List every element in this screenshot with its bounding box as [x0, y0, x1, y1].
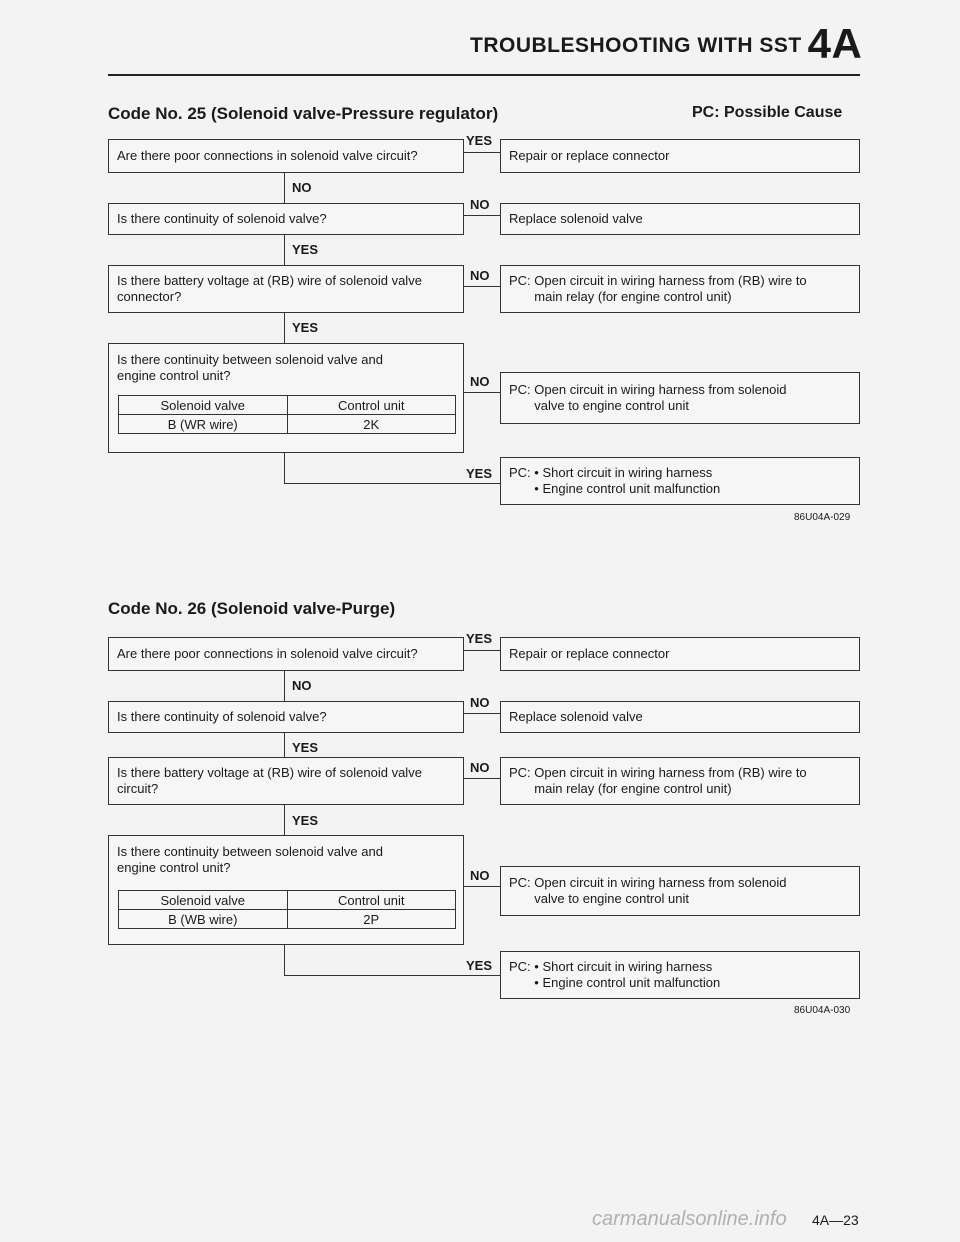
connector	[284, 173, 285, 203]
section-number: 4A	[807, 20, 863, 67]
code26-r2-text: Replace solenoid valve	[509, 709, 643, 724]
code26-r4-line1: Open circuit in wiring harness from solenoid	[534, 875, 787, 890]
code25-q4-line2: engine control unit?	[117, 368, 231, 383]
code25-r3	[500, 265, 860, 313]
connector	[464, 886, 500, 887]
code26-a3-yes: YES	[292, 813, 319, 828]
connector	[464, 152, 500, 153]
code25-a3-no: NO	[470, 268, 490, 283]
code26-a1-no: NO	[292, 678, 312, 693]
code25-r4-line2: valve to engine control unit	[534, 398, 689, 413]
code25-title: Code No. 25 (Solenoid valve-Pressure regulator)	[108, 104, 499, 123]
code25-figure-id: 86U04A-029	[794, 512, 851, 523]
code25-r3-prefix: PC:	[509, 273, 535, 288]
code25-r4-line1: Open circuit in wiring harness from solenoid	[534, 382, 787, 397]
code26-q3-line1: Is there battery voltage at (RB) wire of solenoid valve	[117, 765, 422, 780]
code25-r4-prefix: PC:	[509, 382, 535, 397]
code26-q2-text: Is there continuity of solenoid valve?	[117, 709, 327, 724]
connector	[464, 778, 500, 779]
code25-r5-line1: • Short circuit in wiring harness	[534, 465, 713, 480]
code25-q3-line1: Is there battery voltage at (RB) wire of solenoid valve	[117, 273, 422, 288]
connector	[284, 313, 285, 343]
code26-r3-line2: main relay (for engine control unit)	[534, 781, 732, 796]
code26-r3-prefix: PC:	[509, 765, 535, 780]
watermark: carmanualsonline.info	[592, 1208, 787, 1230]
code26-q2	[108, 701, 464, 733]
code26-table	[118, 890, 456, 929]
code26-table-header-2: Control unit	[287, 891, 456, 910]
code26-a4-yes: YES	[466, 958, 493, 973]
code26-table-header-1: Solenoid valve	[119, 891, 288, 910]
code25-r3-line1: Open circuit in wiring harness from (RB) wire to	[534, 273, 807, 288]
code25-a2-yes: YES	[292, 242, 319, 257]
connector	[464, 392, 500, 393]
code25-a3-yes: YES	[292, 320, 319, 335]
code26-r5	[500, 951, 860, 999]
connector	[284, 235, 285, 265]
code25-a4-no: NO	[470, 374, 490, 389]
code26-q4-line2: engine control unit?	[117, 860, 231, 875]
code26-r4	[500, 866, 860, 916]
code26-q4-line1: Is there continuity between solenoid valve and	[117, 844, 383, 859]
table-row	[119, 415, 456, 434]
table-row	[119, 910, 456, 929]
code25-q4-line1: Is there continuity between solenoid valve and	[117, 352, 383, 367]
code25-r5-prefix: PC:	[509, 465, 535, 480]
code25-r3-line2: main relay (for engine control unit)	[534, 289, 732, 304]
table-row	[119, 396, 456, 415]
code25-r5	[500, 457, 860, 505]
code26-r1-text: Repair or replace connector	[509, 646, 670, 661]
code25-q2-text: Is there continuity of solenoid valve?	[117, 211, 327, 226]
code25-q1	[108, 139, 464, 173]
pc-legend: PC: Possible Cause	[692, 104, 843, 121]
connector	[464, 713, 500, 714]
page-number: 4A—23	[812, 1212, 859, 1228]
header-title: TROUBLESHOOTING WITH SST	[470, 34, 802, 57]
connector	[284, 483, 500, 484]
code25-q1-text: Are there poor connections in solenoid valve circuit?	[117, 148, 418, 163]
code26-r4-line2: valve to engine control unit	[534, 891, 689, 906]
code26-table-cell-2: 2P	[287, 910, 456, 929]
code26-a3-no: NO	[470, 760, 490, 775]
code26-q3-line2: circuit?	[117, 781, 159, 796]
connector	[464, 215, 500, 216]
table-row	[119, 891, 456, 910]
code25-a2-no: NO	[470, 197, 490, 212]
code26-r5-prefix: PC:	[509, 959, 535, 974]
code26-a2-no: NO	[470, 695, 490, 710]
connector	[284, 453, 285, 483]
code26-r3-line1: Open circuit in wiring harness from (RB) wire to	[534, 765, 807, 780]
code25-q3	[108, 265, 464, 313]
connector	[464, 650, 500, 651]
code25-r1	[500, 139, 860, 173]
code25-r2-text: Replace solenoid valve	[509, 211, 643, 226]
code26-r2	[500, 701, 860, 733]
code25-table-header-2: Control unit	[287, 396, 456, 415]
code26-a4-no: NO	[470, 868, 490, 883]
header-rule	[108, 74, 860, 76]
code26-q1	[108, 637, 464, 671]
code25-r5-line2: • Engine control unit malfunction	[534, 481, 721, 496]
code26-title: Code No. 26 (Solenoid valve-Purge)	[108, 599, 396, 618]
code25-r4	[500, 372, 860, 424]
code26-r5-line2: • Engine control unit malfunction	[534, 975, 721, 990]
code26-q1-text: Are there poor connections in solenoid valve circuit?	[117, 646, 418, 661]
connector	[464, 286, 500, 287]
page-header	[470, 20, 862, 68]
connector	[284, 975, 500, 976]
code25-q3-line2: connector?	[117, 289, 182, 304]
code25-r1-text: Repair or replace connector	[509, 148, 670, 163]
code25-r2	[500, 203, 860, 235]
code26-r3	[500, 757, 860, 805]
connector	[284, 805, 285, 835]
code26-table-cell-1: B (WB wire)	[119, 910, 288, 929]
code26-q3	[108, 757, 464, 805]
connector	[284, 671, 285, 701]
code26-r1	[500, 637, 860, 671]
code26-a2-yes: YES	[292, 740, 319, 755]
code25-a1-yes: YES	[466, 133, 493, 148]
code26-figure-id: 86U04A-030	[794, 1005, 851, 1016]
code25-table-cell-1: B (WR wire)	[119, 415, 288, 434]
code26-a1-yes: YES	[466, 631, 493, 646]
connector	[284, 945, 285, 975]
code25-q2	[108, 203, 464, 235]
code26-r5-line1: • Short circuit in wiring harness	[534, 959, 713, 974]
code25-a1-no: NO	[292, 180, 312, 195]
code25-table-header-1: Solenoid valve	[119, 396, 288, 415]
code25-table	[118, 395, 456, 434]
code25-table-cell-2: 2K	[287, 415, 456, 434]
code25-a4-yes: YES	[466, 466, 493, 481]
code26-r4-prefix: PC:	[509, 875, 535, 890]
